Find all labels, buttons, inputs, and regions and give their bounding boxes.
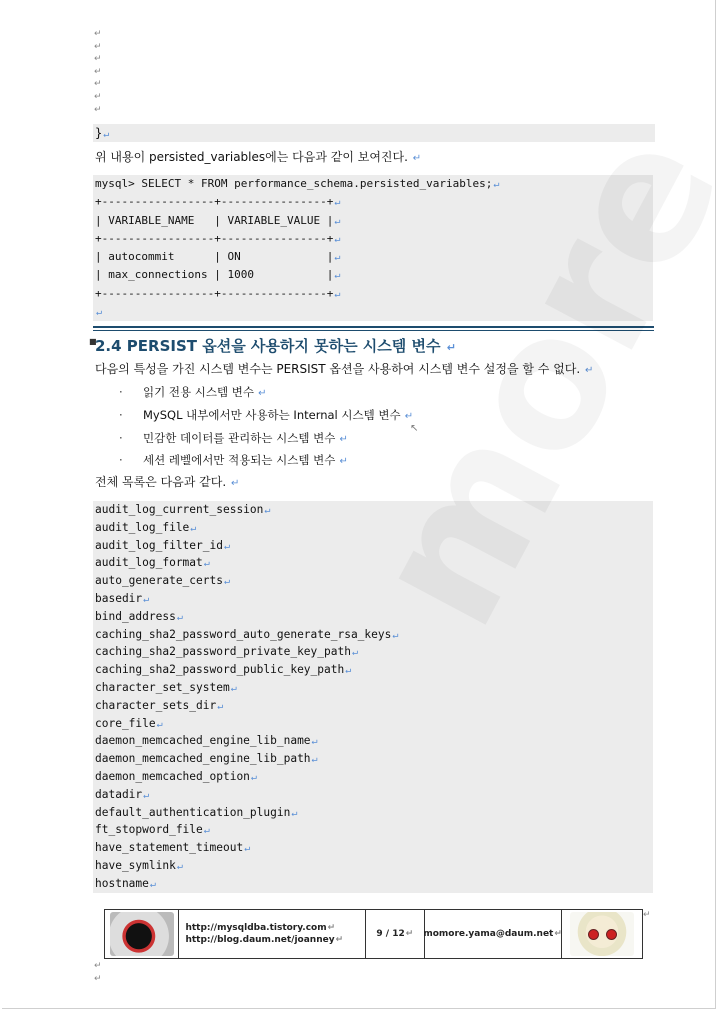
variable-list-item: caching_sha2_password_private_key_path↵ xyxy=(95,645,358,659)
avatar xyxy=(570,912,634,956)
variable-list-item: auto_generate_certs↵ xyxy=(95,574,231,588)
variable-list-item: daemon_memcached_option↵ xyxy=(95,769,257,783)
paragraph-persist-restriction: 다음의 특성을 가진 시스템 변수는 PERSIST 옵션을 사용하여 시스템 변수 설정을 할 수 없다. ↵ xyxy=(95,362,594,376)
empty-paragraph-mark: ↵ xyxy=(94,91,102,102)
mouse-cursor-icon: ↖ xyxy=(410,423,419,434)
variable-list-item: ft_stopword_file↵ xyxy=(95,823,210,837)
footer-url-1[interactable]: http://mysqldba.tistory.com↵ xyxy=(185,923,336,933)
footer-avatar-right-cell xyxy=(562,910,642,958)
variable-list-item: default_authentication_plugin↵ xyxy=(95,805,298,819)
bullet-marker-icon: ■ xyxy=(89,337,97,346)
variable-list-item: core_file↵ xyxy=(95,716,163,730)
code-line: mysql> SELECT * FROM performance_schema.persisted_variables;↵ xyxy=(95,177,500,190)
empty-paragraph-mark: ↵ xyxy=(94,54,102,65)
paragraph-full-list: 전체 목록은 다음과 같다. ↵ xyxy=(95,475,240,489)
variable-list-item: audit_log_current_session↵ xyxy=(95,503,271,516)
empty-paragraph-mark: ↵ xyxy=(94,79,102,90)
code-line: +-----------------+----------------+↵ xyxy=(95,286,341,300)
variable-list-item: audit_log_file↵ xyxy=(95,520,197,534)
variable-list-item: have_statement_timeout↵ xyxy=(95,841,251,855)
code-line: +-----------------+----------------+↵ xyxy=(95,231,341,245)
code-line: +-----------------+----------------+↵ xyxy=(95,195,341,209)
variable-list-item: datadir↵ xyxy=(95,787,150,801)
empty-paragraph-marks xyxy=(94,28,114,116)
variable-list-item: audit_log_format↵ xyxy=(95,556,210,570)
avatar-eye xyxy=(588,929,599,940)
variable-list-item: character_set_system↵ xyxy=(95,680,237,694)
section-heading: 2.4 PERSIST 옵션을 사용하지 못하는 시스템 변수 ↵ xyxy=(95,337,456,355)
empty-paragraph-mark: ↵ xyxy=(94,29,102,39)
footer-url-2[interactable]: http://blog.daum.net/joanney↵ xyxy=(185,935,344,945)
empty-paragraph-mark: ↵ xyxy=(94,41,102,52)
bullet-item: · 세션 레벨에서만 적용되는 시스템 변수 ↵ xyxy=(119,453,348,467)
variable-list-item: daemon_memcached_engine_lib_name↵ xyxy=(95,734,318,748)
variable-list-item: bind_address↵ xyxy=(95,609,183,623)
code-line: | max_connections | 1000 |↵ xyxy=(95,268,341,282)
variable-list-item: caching_sha2_password_public_key_path↵ xyxy=(95,663,352,677)
page-footer-table xyxy=(104,909,643,959)
paragraph-persisted-intro: 위 내용이 persisted_variables에는 다음과 같이 보여진다. ↵ xyxy=(95,150,422,164)
paragraph-mark-icon: ↵ xyxy=(643,910,651,920)
variable-list-item: daemon_memcached_engine_lib_path↵ xyxy=(95,752,318,766)
variable-list-item: have_symlink↵ xyxy=(95,858,183,872)
bottom-paragraph-marks: ↵ ↵ xyxy=(94,961,102,984)
variable-list-item: basedir↵ xyxy=(95,591,150,605)
document-page xyxy=(2,0,716,1009)
variable-list-item: audit_log_filter_id↵ xyxy=(95,538,231,552)
avatar xyxy=(110,912,174,956)
avatar-eye xyxy=(606,929,617,940)
code-line: ↵ xyxy=(96,307,103,319)
code-line: | autocommit | ON |↵ xyxy=(95,250,341,264)
bullet-item: · MySQL 내부에서만 사용하는 Internal 시스템 변수 ↵ xyxy=(119,408,414,422)
code-closing-brace: }↵ xyxy=(93,124,655,142)
empty-paragraph-mark: ↵ xyxy=(94,104,102,115)
bullet-item: · 민감한 데이터를 관리하는 시스템 변수 ↵ xyxy=(119,431,348,445)
footer-email-cell: momore.yama@daum.net ↵ xyxy=(425,910,562,958)
footer-urls-cell xyxy=(179,910,366,958)
footer-email[interactable]: momore.yama@daum.net xyxy=(423,929,554,939)
footer-avatar-left-cell xyxy=(105,910,179,958)
footer-page-number-cell: 9 / 12 ↵ xyxy=(366,910,425,958)
variable-list-item: character_sets_dir↵ xyxy=(95,698,224,712)
variable-list-item: hostname↵ xyxy=(95,876,156,890)
empty-paragraph-mark: ↵ xyxy=(94,66,102,77)
variable-list-item: caching_sha2_password_auto_generate_rsa_keys↵ xyxy=(95,627,399,641)
code-line: | VARIABLE_NAME | VARIABLE_VALUE |↵ xyxy=(95,213,341,227)
bullet-item: · 읽기 전용 시스템 변수 ↵ xyxy=(119,385,267,399)
